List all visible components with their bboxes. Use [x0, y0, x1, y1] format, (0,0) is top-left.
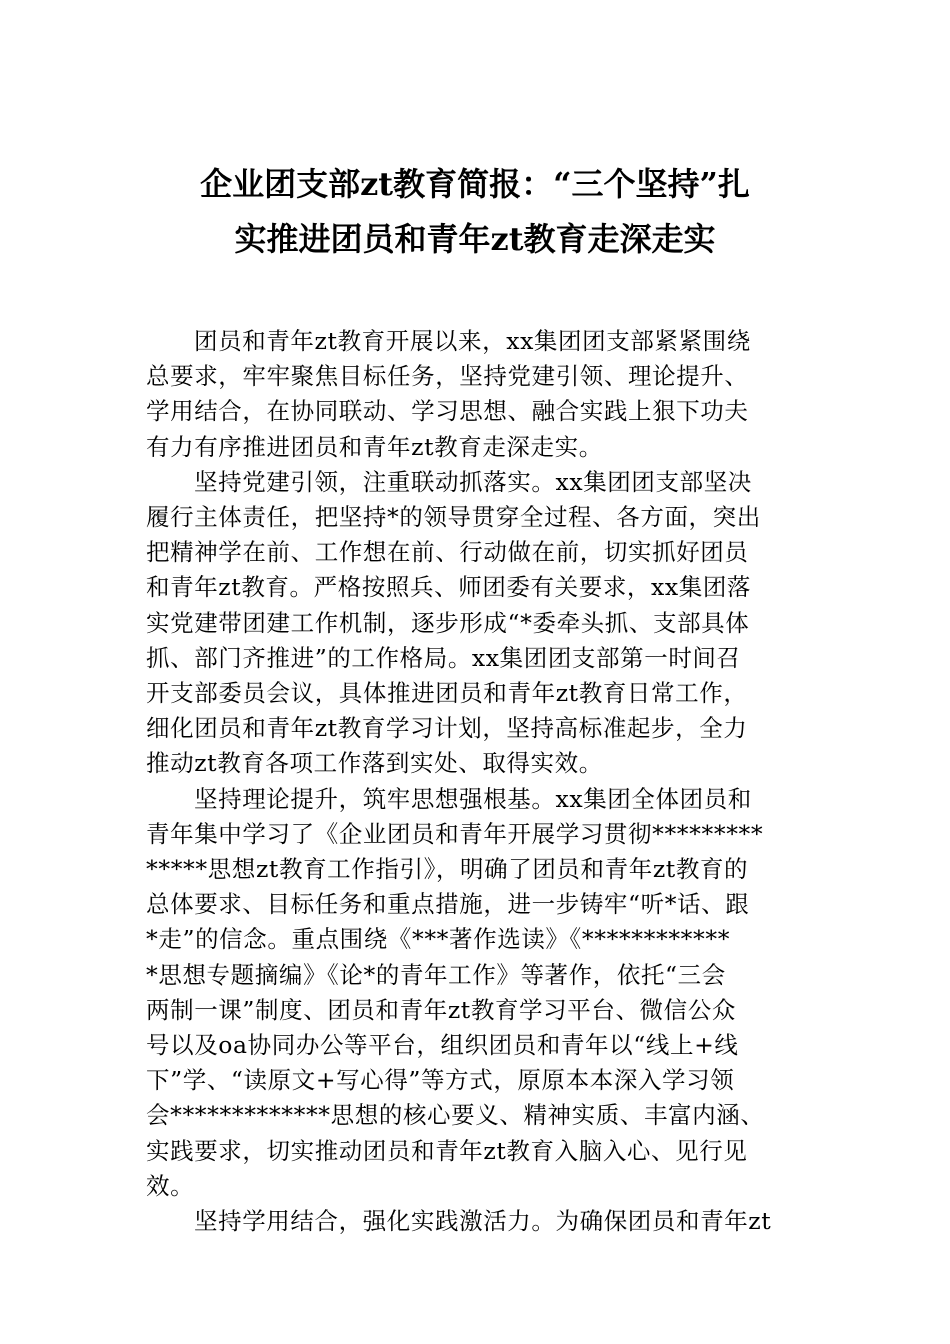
text-line: 坚持党建引领，注重联动抓落实。xx集团团支部坚决: [194, 467, 752, 496]
text-line: 抓、部门齐推进”的工作格局。xx集团团支部第一时间召: [146, 643, 741, 672]
text-line: 坚持学用结合，强化实践激活力。为确保团员和青年zt: [194, 1207, 772, 1236]
text-line: 细化团员和青年zt教育学习计划，坚持高标准起步，全力: [146, 714, 748, 743]
text-line: 会*************思想的核心要义、精神实质、丰富内涵、: [146, 1101, 765, 1130]
text-line: 坚持理论提升，筑牢思想强根基。xx集团全体团员和: [194, 784, 752, 813]
text-line: 把精神学在前、工作想在前、行动做在前，切实抓好团员: [146, 538, 749, 567]
text-line: 履行主体责任，把坚持*的领导贯穿全过程、各方面，突出: [146, 503, 761, 532]
text-line: 学用结合，在协同联动、学习思想、融合实践上狠下功夫: [146, 397, 749, 426]
title-line: 企业团支部zt教育简报：“三个坚持”扎: [200, 165, 750, 203]
text-line: *思想专题摘编》《论*的青年工作》等著作，依托“三会: [146, 960, 726, 989]
document-body: [146, 324, 808, 1239]
text-line: 青年集中学习了《企业团员和青年开展学习贯彻*********: [146, 819, 764, 848]
text-line: 总体要求、目标任务和重点措施，进一步铸牢“听*话、跟: [146, 890, 750, 919]
text-line: 有力有序推进团员和青年zt教育走深走实。: [146, 432, 603, 461]
paragraph-practice: [146, 1204, 808, 1239]
text-line: 团员和青年zt教育开展以来，xx集团团支部紧紧围绕: [194, 327, 751, 355]
text-line: 实党建带团建工作机制，逐步形成“*委牵头抓、支部具体: [146, 608, 750, 637]
text-line: 和青年zt教育。严格按照兵、师团委有关要求，xx集团落: [146, 573, 752, 602]
text-line: *走”的信念。重点围绕《***著作选读》《************: [146, 925, 731, 954]
text-line: 两制一课”制度、团员和青年zt教育学习平台、微信公众: [146, 995, 736, 1024]
paragraph-party-building: [146, 465, 808, 782]
text-line: *****思想zt教育工作指引》，明确了团员和青年zt教育的: [146, 855, 749, 884]
paragraph-theory: [146, 782, 808, 1204]
text-line: 号以及oa协同办公等平台，组织团员和青年以“线上+线: [146, 1031, 739, 1060]
document-title: [130, 157, 820, 267]
text-line: 下”学、“读原文+写心得”等方式，原原本本深入学习领: [146, 1066, 735, 1095]
paragraph-intro: [146, 324, 808, 465]
text-line: 开支部委员会议，具体推进团员和青年zt教育日常工作，: [146, 679, 748, 708]
text-line: 总要求，牢牢聚焦目标任务，坚持党建引领、理论提升、: [146, 362, 749, 391]
text-line: 推动zt教育各项工作落到实处、取得实效。: [146, 749, 603, 778]
text-line: 实践要求，切实推动团员和青年zt教育入脑入心、见行见: [146, 1136, 748, 1165]
text-line: 效。: [146, 1171, 195, 1200]
title-line: 实推进团员和青年zt教育走深走实: [234, 220, 716, 258]
